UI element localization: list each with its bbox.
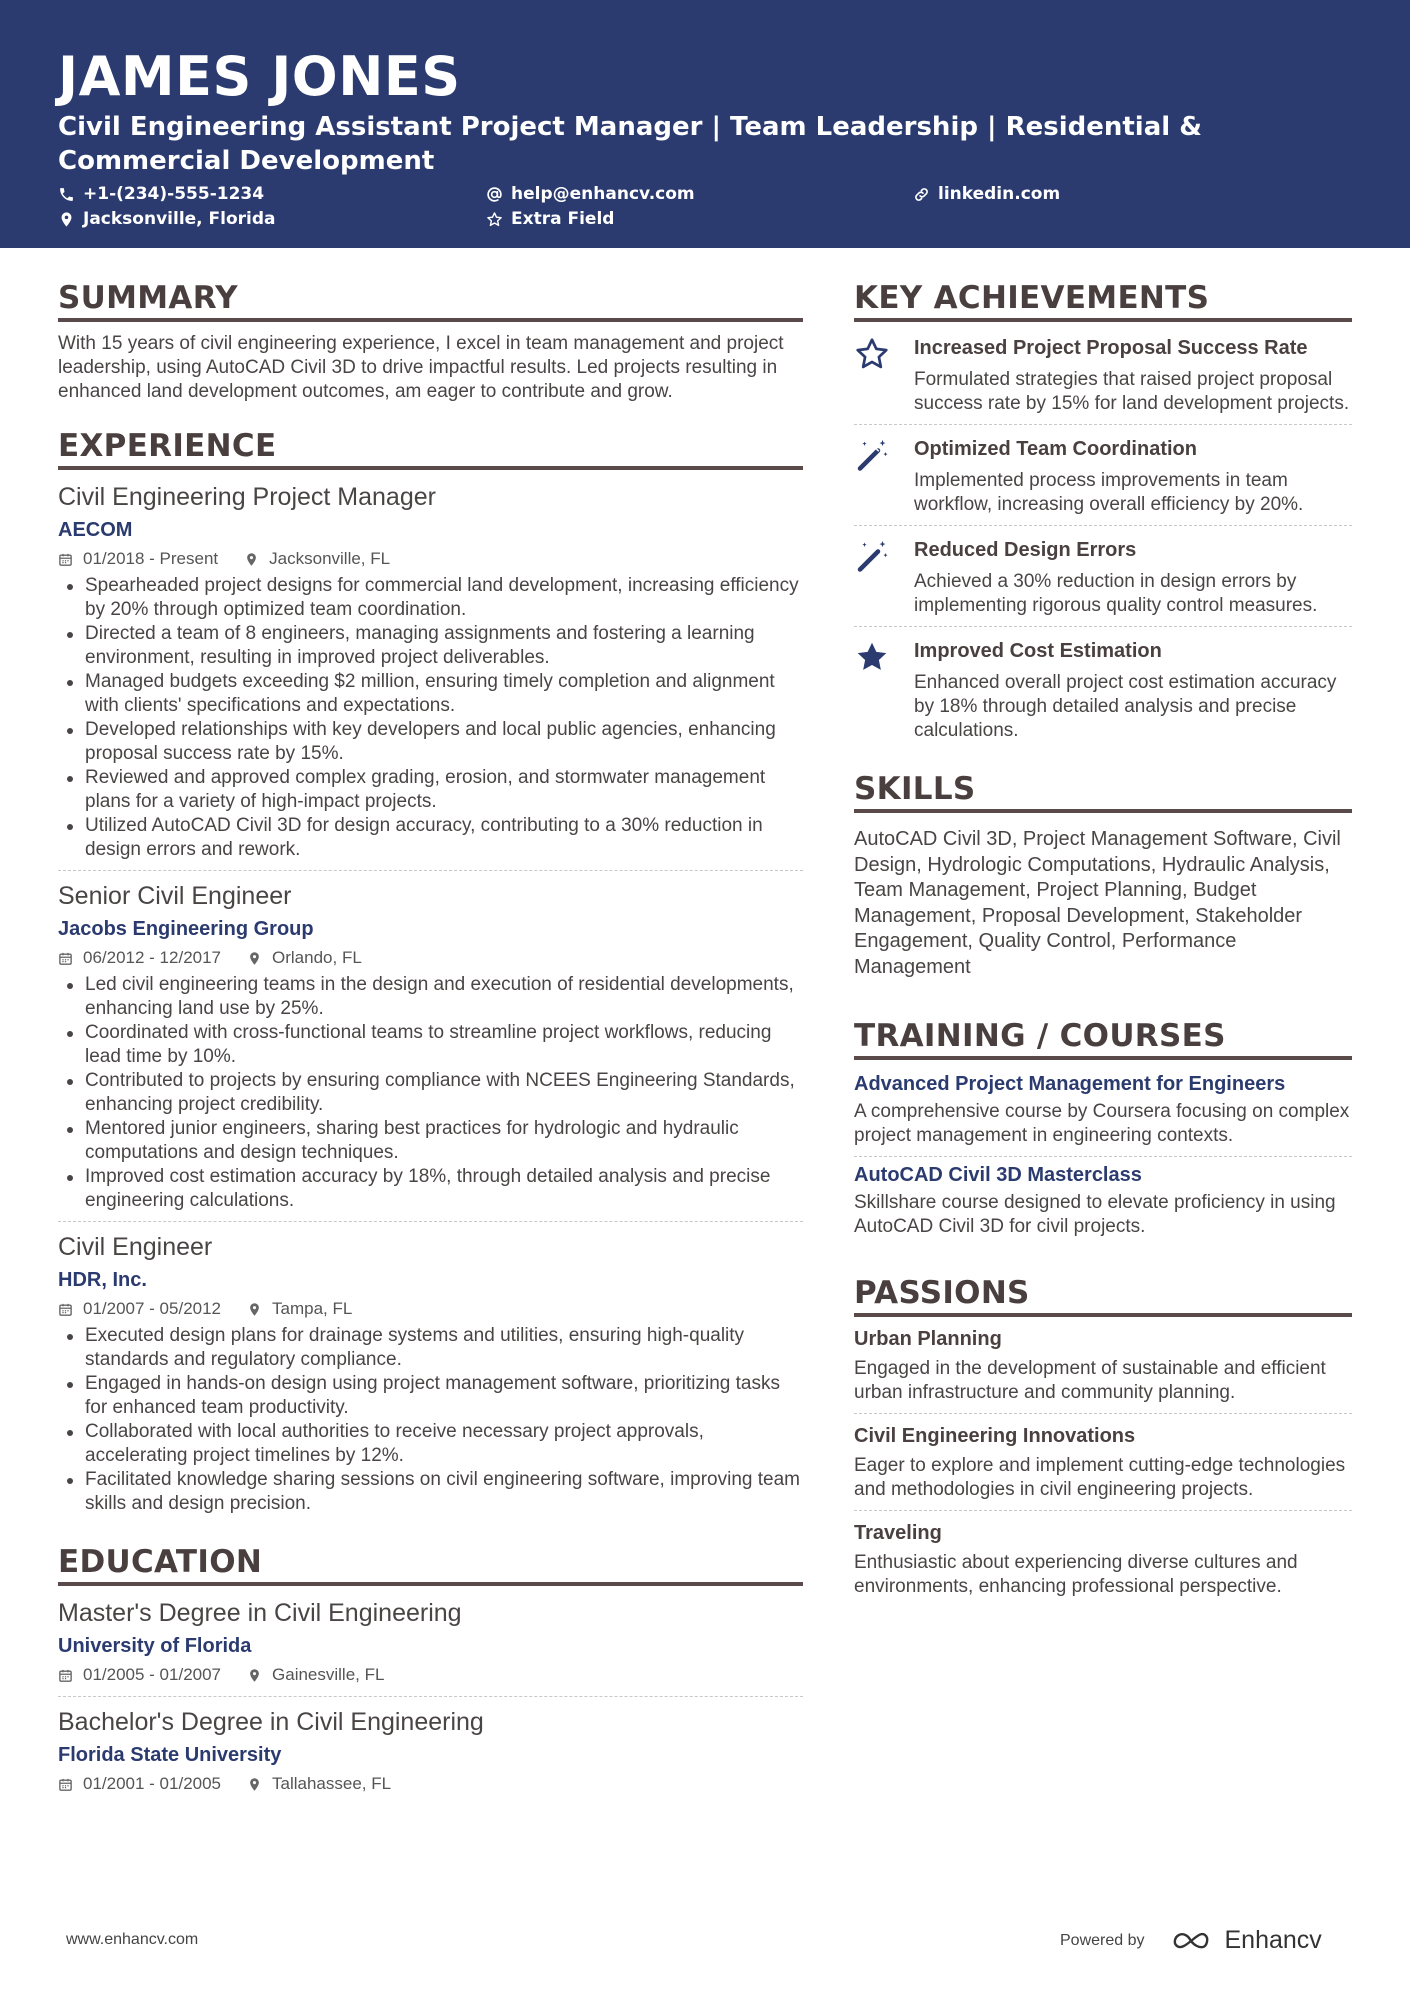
education-item (58, 1596, 803, 1697)
passion-title: Civil Engineering Innovations (854, 1425, 1136, 1447)
course-desc: A comprehensive course by Coursera focusing on complex project management in engineering contexts. (854, 1101, 1350, 1146)
calendar-icon (58, 951, 73, 966)
contact-link[interactable] (913, 182, 1060, 206)
achievement-item (854, 526, 1352, 627)
experience-item (58, 1230, 803, 1524)
job-location-text: Jacksonville, FL (269, 549, 391, 568)
location-pin-icon (244, 552, 259, 567)
school-name: University of Florida (58, 1635, 252, 1657)
training-section (854, 1016, 1352, 1247)
contact-email[interactable] (486, 182, 695, 206)
contact-info (58, 182, 1358, 234)
link-icon (913, 186, 930, 203)
education-dates-text: 01/2005 - 01/2007 (83, 1665, 222, 1684)
achievements-title: KEY ACHIEVEMENTS (854, 278, 1352, 322)
education-dates (58, 1662, 221, 1688)
education-dates (58, 1771, 221, 1797)
education-location-text: Tallahassee, FL (272, 1774, 392, 1793)
job-meta (58, 546, 803, 572)
job-meta (58, 1296, 803, 1322)
achievement-title: Increased Project Proposal Success Rate (914, 337, 1308, 359)
left-column (58, 278, 803, 1813)
job-dates-text: 06/2012 - 12/2017 (83, 948, 222, 967)
magic-wand-icon (854, 437, 890, 473)
passion-title: Traveling (854, 1522, 942, 1544)
training-title: TRAINING / COURSES (854, 1016, 1352, 1060)
bullet-item: Contributed to projects by ensuring compliance with NCEES Engineering Standards, enhancing project credibility. (58, 1069, 803, 1117)
job-dates-text: 01/2018 - Present (83, 549, 219, 568)
email-text: help@enhancv.com (511, 184, 695, 204)
phone-text: +1-(234)-555-1234 (83, 184, 265, 204)
summary-text: With 15 years of civil engineering experience, I excel in team management and project leadership, using AutoCAD Civil 3D to drive impactful results. Led projects resulting in enhanced land development outcomes, am eager to contribute and grow. (58, 333, 784, 402)
school-name: Florida State University (58, 1744, 282, 1766)
job-location (247, 945, 362, 971)
job-title: Civil Engineering Project Manager (58, 483, 436, 511)
experience-title: EXPERIENCE (58, 426, 803, 470)
job-title: Senior Civil Engineer (58, 882, 292, 910)
star-outline-icon (486, 211, 503, 228)
bullet-item: Engaged in hands-on design using project management software, prioritizing tasks for enhanced team productivity. (58, 1372, 803, 1420)
location-pin-icon (247, 1668, 262, 1683)
bullet-item: Managed budgets exceeding $2 million, ensuring timely completion and alignment with clients' specifications and expectations. (58, 670, 803, 718)
location-pin-icon (58, 211, 75, 228)
candidate-name: JAMES JONES (58, 45, 461, 108)
calendar-icon (58, 1777, 73, 1792)
achievement-icon-wrap (854, 637, 914, 743)
course-title: Advanced Project Management for Engineers (854, 1073, 1286, 1095)
course-item (854, 1157, 1352, 1247)
degree-title: Master's Degree in Civil Engineering (58, 1599, 462, 1627)
achievement-icon-wrap (854, 536, 914, 618)
passion-desc: Eager to explore and implement cutting-edge technologies and methodologies in civil engineering projects. (854, 1455, 1346, 1500)
magic-wand-icon (854, 538, 890, 574)
company-name: HDR, Inc. (58, 1269, 147, 1291)
achievement-desc: Formulated strategies that raised project proposal success rate by 15% for land development projects. (914, 369, 1350, 414)
extra-text: Extra Field (511, 209, 615, 229)
bullet-item: Spearheaded project designs for commercial land development, increasing efficiency by 20% through optimized team coordination. (58, 574, 803, 622)
bullet-item: Mentored junior engineers, sharing best practices for hydrologic and hydraulic computations and design techniques. (58, 1117, 803, 1165)
education-location (247, 1771, 391, 1797)
bullet-item: Developed relationships with key developers and local public agencies, enhancing proposal success rate by 15%. (58, 718, 803, 766)
footer-website[interactable]: www.enhancv.com (66, 1931, 199, 1948)
achievement-icon-wrap (854, 435, 914, 517)
experience-item (58, 480, 803, 871)
job-bullets (58, 574, 803, 862)
job-bullets (58, 1324, 803, 1516)
achievement-title: Improved Cost Estimation (914, 640, 1162, 662)
passion-item (854, 1323, 1352, 1414)
footer-branding (1060, 1926, 1322, 1955)
skills-section (854, 769, 1352, 980)
job-location (247, 1296, 352, 1322)
job-dates-text: 01/2007 - 05/2012 (83, 1299, 222, 1318)
education-dates-text: 01/2001 - 01/2005 (83, 1774, 222, 1793)
education-location-text: Gainesville, FL (272, 1665, 385, 1684)
education-location (247, 1662, 384, 1688)
job-bullets (58, 973, 803, 1213)
passion-item (854, 1517, 1352, 1607)
achievement-body (914, 435, 1352, 517)
education-meta (58, 1662, 803, 1688)
bullet-item: Utilized AutoCAD Civil 3D for design accuracy, contributing to a 30% reduction in design errors and rework. (58, 814, 803, 862)
education-meta (58, 1771, 803, 1797)
company-name: AECOM (58, 519, 133, 541)
right-column (854, 278, 1352, 1613)
achievement-item (854, 627, 1352, 751)
passion-desc: Engaged in the development of sustainable and efficient urban infrastructure and community planning. (854, 1358, 1326, 1403)
phone-icon (58, 186, 75, 203)
summary-title: SUMMARY (58, 278, 803, 322)
company-name: Jacobs Engineering Group (58, 918, 314, 940)
experience-section (58, 426, 803, 1524)
passion-item (854, 1420, 1352, 1511)
job-dates (58, 1296, 221, 1322)
achievement-desc: Achieved a 30% reduction in design errors by implementing rigorous quality control measures. (914, 571, 1318, 616)
bullet-item: Improved cost estimation accuracy by 18%, through detailed analysis and precise engineering calculations. (58, 1165, 803, 1213)
job-location-text: Tampa, FL (272, 1299, 353, 1318)
achievement-body (914, 334, 1352, 416)
calendar-icon (58, 1302, 73, 1317)
achievement-title: Optimized Team Coordination (914, 438, 1197, 460)
achievement-item (854, 324, 1352, 425)
achievement-body (914, 536, 1352, 618)
summary-section (58, 278, 803, 404)
candidate-headline: Civil Engineering Assistant Project Manager | Team Leadership | Residential & Commercial Development (58, 112, 1202, 176)
skills-text: AutoCAD Civil 3D, Project Management Software, Civil Design, Hydrologic Computations, Hydraulic Analysis, Team Management, Project Planning, Budget Management, Proposal Development, Stakeholder Engagement, Quality Control, Performance Management (854, 828, 1341, 978)
contact-extra (486, 207, 614, 231)
powered-by-label: Powered by (1060, 1931, 1145, 1949)
contact-location (58, 207, 276, 231)
at-icon (486, 186, 503, 203)
location-pin-icon (247, 1302, 262, 1317)
job-location (244, 546, 390, 572)
achievement-icon-wrap (854, 334, 914, 416)
star-filled-icon (854, 639, 890, 675)
achievement-desc: Enhanced overall project cost estimation accuracy by 18% through detailed analysis and precise calculations. (914, 672, 1337, 741)
skills-title: SKILLS (854, 769, 1352, 813)
location-text: Jacksonville, Florida (83, 209, 276, 229)
calendar-icon (58, 1668, 73, 1683)
achievement-title: Reduced Design Errors (914, 539, 1137, 561)
job-title: Civil Engineer (58, 1233, 213, 1261)
enhancv-logo-icon (1171, 1929, 1217, 1953)
location-pin-icon (247, 1777, 262, 1792)
achievement-desc: Implemented process improvements in team workflow, increasing overall efficiency by 20%. (914, 470, 1304, 515)
passions-section (854, 1273, 1352, 1607)
achievements-section (854, 278, 1352, 751)
brand-name: Enhancv (1224, 1926, 1322, 1954)
job-location-text: Orlando, FL (272, 948, 362, 967)
education-title: EDUCATION (58, 1542, 803, 1586)
bullet-item: Reviewed and approved complex grading, erosion, and stormwater management plans for a variety of high-impact projects. (58, 766, 803, 814)
bullet-item: Coordinated with cross-functional teams to streamline project workflows, reducing lead time by 10%. (58, 1021, 803, 1069)
course-title: AutoCAD Civil 3D Masterclass (854, 1164, 1142, 1186)
passion-title: Urban Planning (854, 1328, 1002, 1350)
passions-title: PASSIONS (854, 1273, 1352, 1317)
job-meta (58, 945, 803, 971)
achievement-item (854, 425, 1352, 526)
passion-desc: Enthusiastic about experiencing diverse cultures and environments, enhancing professional perspective. (854, 1552, 1298, 1597)
location-pin-icon (247, 951, 262, 966)
contact-phone (58, 182, 264, 206)
job-dates (58, 945, 221, 971)
bullet-item: Directed a team of 8 engineers, managing assignments and fostering a learning environment, resulting in improved project deliverables. (58, 622, 803, 670)
job-dates (58, 546, 218, 572)
link-text: linkedin.com (938, 184, 1061, 204)
star-outline-icon (854, 336, 890, 372)
bullet-item: Led civil engineering teams in the design and execution of residential developments, enhancing land use by 25%. (58, 973, 803, 1021)
bullet-item: Collaborated with local authorities to receive necessary project approvals, accelerating project timelines by 12%. (58, 1420, 803, 1468)
experience-item (58, 879, 803, 1222)
bullet-item: Facilitated knowledge sharing sessions on civil engineering software, improving team skills and design precision. (58, 1468, 803, 1516)
education-section (58, 1542, 803, 1805)
bullet-item: Executed design plans for drainage systems and utilities, ensuring high-quality standards and regulatory compliance. (58, 1324, 803, 1372)
achievement-body (914, 637, 1352, 743)
education-item (58, 1705, 803, 1805)
degree-title: Bachelor's Degree in Civil Engineering (58, 1708, 484, 1736)
course-desc: Skillshare course designed to elevate proficiency in using AutoCAD Civil 3D for civil projects. (854, 1192, 1336, 1237)
resume-header (0, 0, 1410, 248)
course-item (854, 1066, 1352, 1157)
calendar-icon (58, 552, 73, 567)
